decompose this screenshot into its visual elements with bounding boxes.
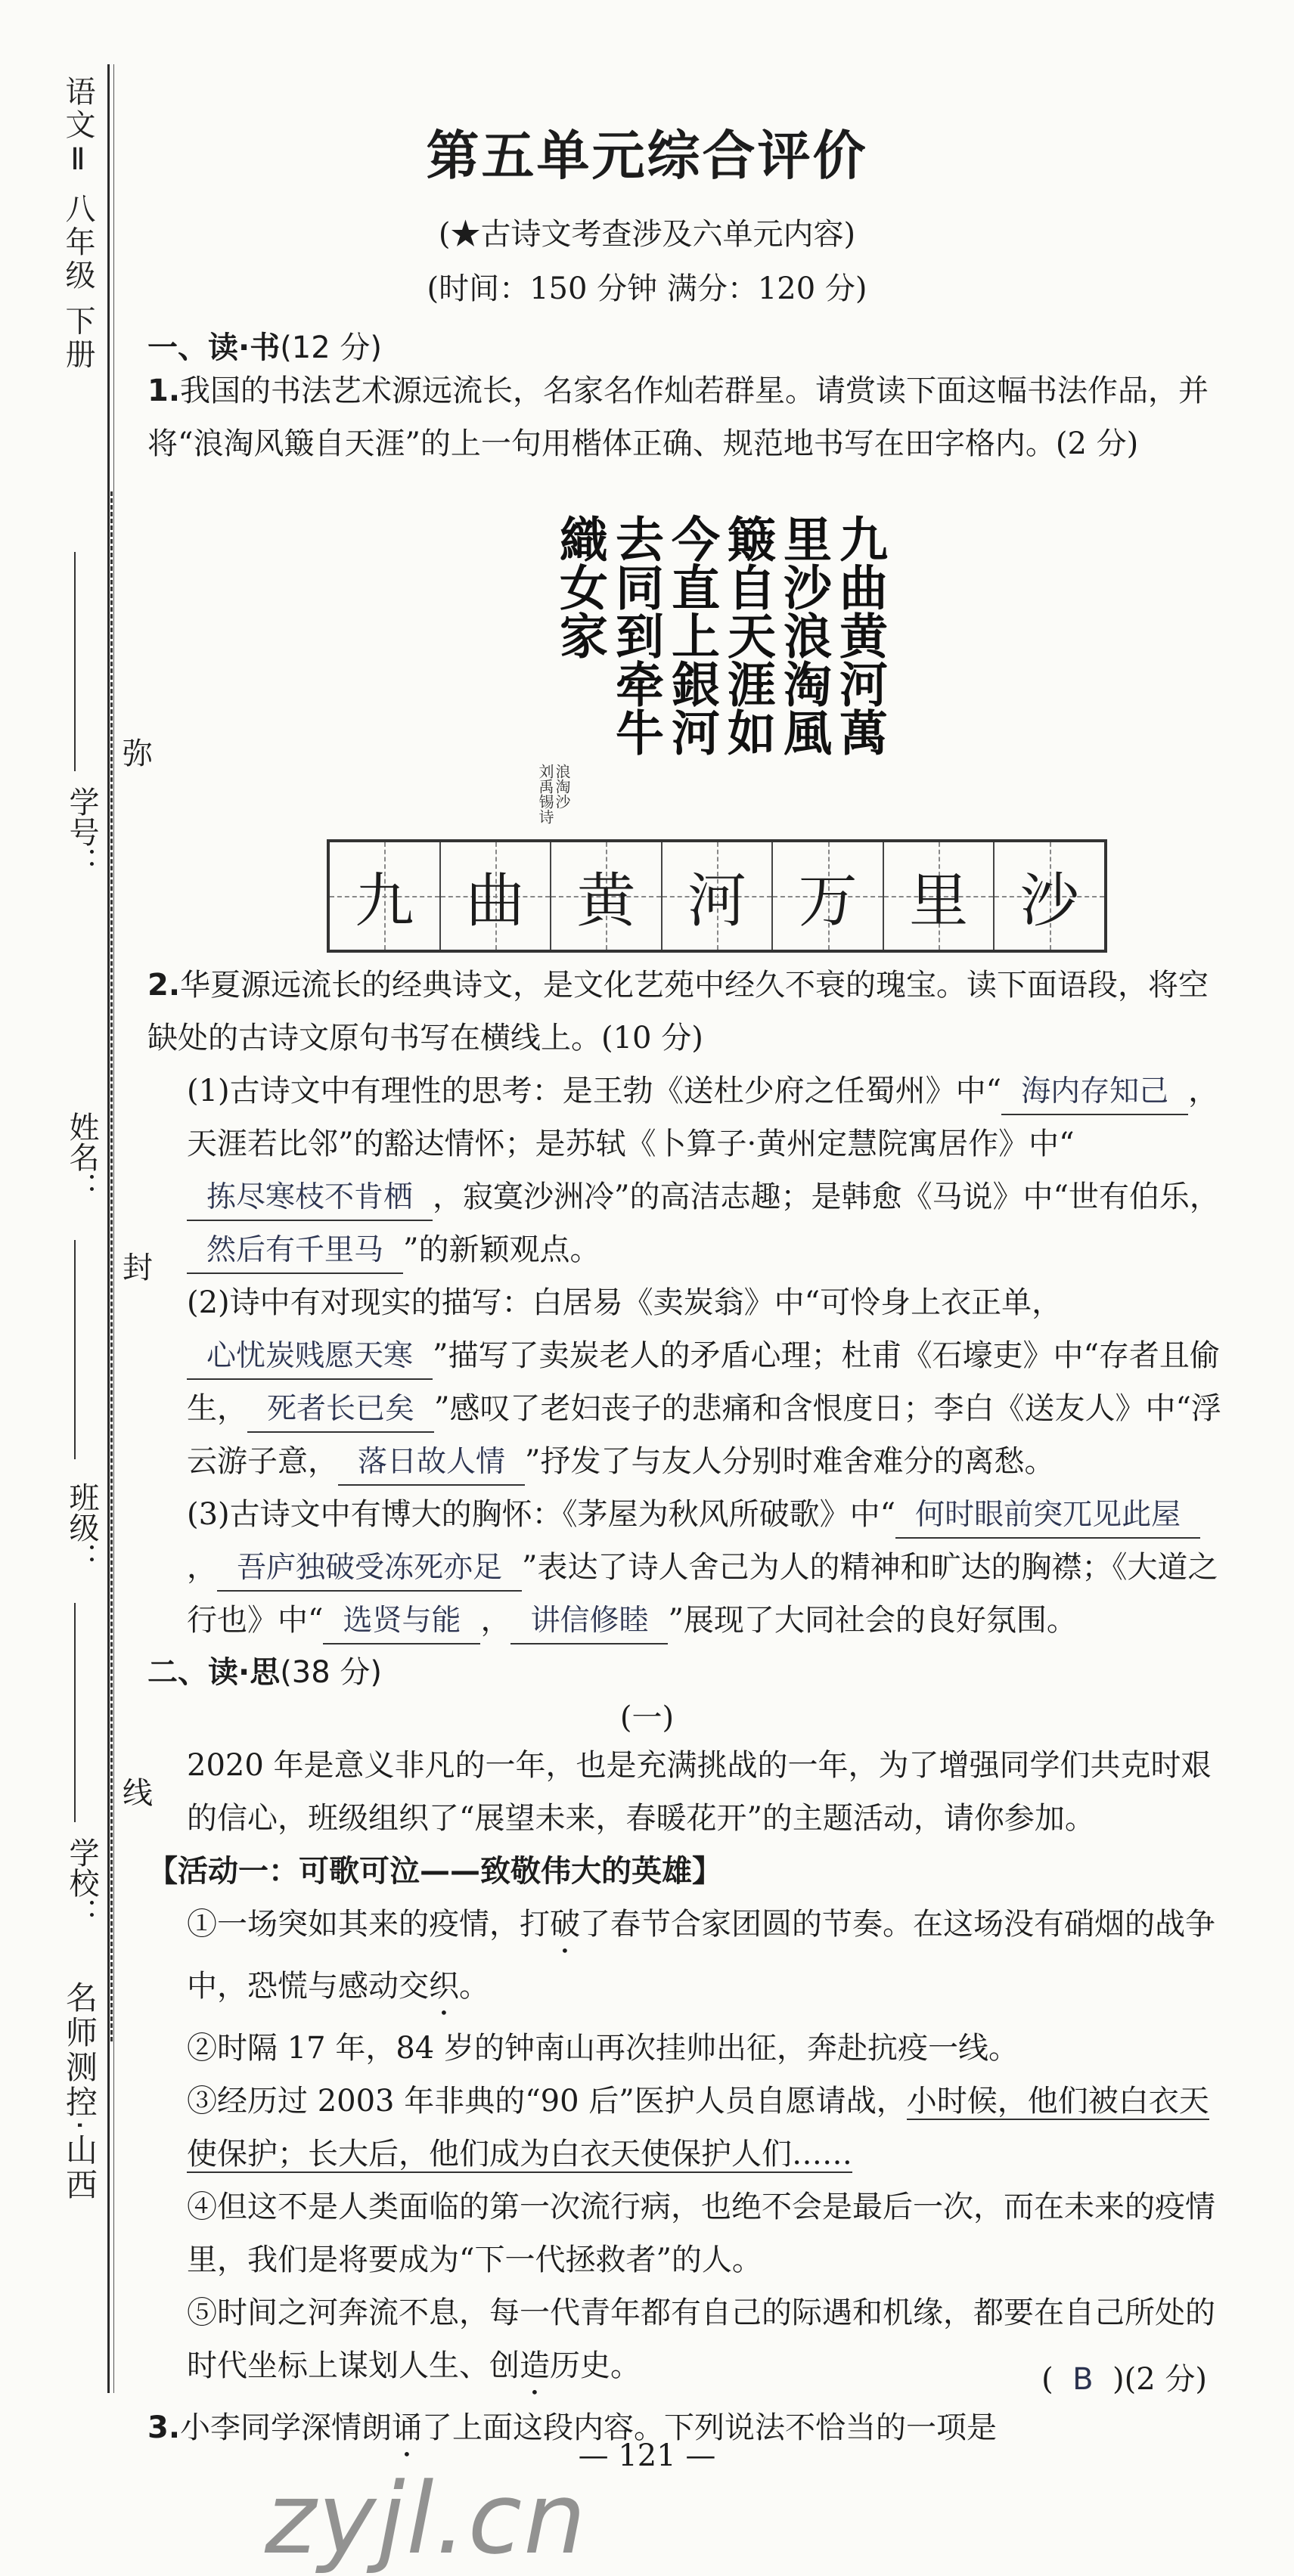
answer-blank: 落日故人情	[338, 1440, 525, 1486]
watermark: zyjl.cn	[265, 2461, 588, 2576]
answer-blank: 何时眼前突兀见此屋	[895, 1493, 1200, 1539]
calligraphy-signature: 浪淘沙 刘禹锡诗	[536, 764, 571, 824]
section-points: (12 分)	[280, 330, 383, 365]
answer-blank: 心忧炭贱愿天寒	[187, 1334, 433, 1380]
q3-answer: ( B )(2 分)	[1041, 2362, 1207, 2397]
school-label: 学校：	[64, 1837, 99, 1928]
part-label: (一)	[619, 1700, 675, 1735]
calligraphy-artwork	[537, 514, 892, 824]
student-id-line	[74, 552, 76, 771]
class-label: 班级：	[64, 1482, 99, 1573]
question-number: 1.	[147, 374, 181, 408]
grid-cell: 黄	[551, 842, 663, 950]
grid-cell: 曲	[441, 842, 552, 950]
passage-sentence-4: ④但这不是人类面临的第一次流行病，也绝不会是最后一次，而在未来的疫情里，我们是将要成为“下一代拯救者”的人。	[187, 2190, 1215, 2277]
name-line	[74, 1240, 76, 1459]
seal-char-feng: 封	[123, 1251, 153, 1285]
question-1	[147, 364, 1221, 470]
student-id-label: 学号：	[64, 786, 99, 877]
q2-part-3: (3)古诗文中有博大的胸怀：《茅屋为秋风所破歌》中“ 何时眼前突兀见此屋， 吾庐独破受冻死亦足 ”表达了诗人舍己为人的精神和旷达的胸襟；《大道之行也》中“ 选贤与能 ， 讲信修睦 ”展现了大同社会的良好氛围。	[147, 1488, 1221, 1647]
activity-heading: 【活动一：可歌可泣——致敬伟大的英雄】	[147, 1854, 722, 1889]
passage-sentence-2: ②时隔 17 年，84 岁的钟南山再次挂帅出征，奔赴抗疫一线。	[187, 2031, 1019, 2066]
brand-label: 名师测控·山西	[61, 1981, 98, 2203]
calligraphy-column: 織女家	[551, 514, 608, 659]
question-intro: 2.华夏源远流长的经典诗文，是文化艺苑中经久不衰的瑰宝。读下面语段，将空缺处的古诗文原句书写在横线上。(10 分)	[147, 968, 1209, 1056]
q2-part-1: (1)古诗文中有理性的思考：是王勃《送杜少府之任蜀州》中“ 海内存知己 ，天涯若比邻”的豁达情怀；是苏轼《卜算子·黄州定慧院寓居作》中“拣尽寒枝不肯栖 ，寂寞沙洲冷”的高洁志趣；是韩愈《马说》中“世有伯乐，然后有千里马 ”的新颖观点。	[147, 1065, 1221, 1276]
name-label: 姓名：	[64, 1111, 99, 1202]
time-score-info: (时间：150 分钟 满分：120 分)	[427, 271, 867, 306]
grid-cell: 万	[773, 842, 884, 950]
question-2	[147, 959, 1221, 1647]
answer-blank: 死者长已矣	[247, 1387, 434, 1433]
answer-blank: 选贤与能	[323, 1599, 480, 1644]
underlined-sentence: 小时候，他们被白衣天使保护；长大后，他们成为白衣天使保护人们……	[187, 2084, 1209, 2171]
grid-cell: 沙	[995, 842, 1104, 950]
question-number: 3.	[147, 2410, 181, 2445]
seal-char-xian: 线	[123, 1776, 153, 1811]
series-label: 语文Ⅱ 八年级 下册	[61, 76, 95, 372]
page-number: — 121 —	[578, 2438, 716, 2473]
seal-dashed-line	[110, 491, 113, 2041]
question-text: 我国的书法艺术源远流长，名家名作灿若群星。请赏读下面这幅书法作品，并将“浪淘风簸自天涯”的上一句用楷体正确、规范地书写在田字格内。(2 分)	[147, 374, 1209, 461]
passage-sentence-3: ③经历过 2003 年非典的“90 后”医护人员自愿请战，小时候，他们被白衣天使保护；长大后，他们成为白衣天使保护人们……	[187, 2084, 1209, 2171]
section-title: 一、读·书	[147, 330, 281, 365]
question-number: 2.	[147, 968, 181, 1003]
margin-border-line	[107, 64, 110, 2393]
page-subtitle: (★古诗文考查涉及六单元内容)	[438, 217, 856, 252]
grid-cell: 九	[330, 842, 441, 950]
section-title: 二、读·思	[147, 1655, 281, 1690]
page-title: 第五单元综合评价	[426, 125, 868, 187]
calligraphy-column: 簸自天涯如	[719, 514, 776, 756]
margin-border-line-thin	[113, 64, 114, 2393]
answer-blank: 海内存知己	[1001, 1070, 1188, 1115]
calligraphy-column: 去同到牵牛	[607, 514, 664, 756]
section-heading-2	[147, 1648, 382, 1691]
answer-blank: 讲信修睦	[510, 1599, 668, 1644]
tianzige-grid	[327, 839, 1107, 953]
grid-cell: 里	[884, 842, 995, 950]
grid-cell: 河	[663, 842, 774, 950]
answer-blank: 拣尽寒枝不肯栖	[187, 1176, 433, 1221]
calligraphy-column: 里沙浪淘風	[775, 514, 832, 756]
q2-part-2: (2)诗中有对现实的描写：白居易《卖炭翁》中“可怜身上衣正单，心忧炭贱愿天寒 ”描写了卖炭老人的矛盾心理；杜甫《石壕吏》中“存者且偷生， 死者长已矣 ”感叹了老妇丧子的悲痛和含恨度日；李白《送友人》中“浮云游子意， 落日故人情 ”抒发了与友人分别时难舍难分的离愁。	[147, 1276, 1221, 1488]
answer-blank: 吾庐独破受冻死亦足	[217, 1546, 522, 1592]
calligraphy-column: 今直上銀河	[663, 514, 720, 756]
passage-sentence-1: ①一场突如其来的疫情，打破了春节合家团圆的节奏。在这场没有硝烟的战争中，恐慌与感动交织。	[187, 1907, 1215, 2004]
seal-char-mi: 弥	[123, 736, 153, 771]
answer-choice: B	[1072, 2362, 1094, 2397]
section-heading-1	[147, 324, 382, 367]
passage-intro: 2020 年是意义非凡的一年，也是充满挑战的一年，为了增强同学们共克时艰的信心，班级组织了“展望未来，春暖花开”的主题活动，请你参加。	[187, 1748, 1212, 1836]
section-points: (38 分)	[280, 1655, 383, 1690]
question-3: 3.小李同学深情朗诵了上面这段内容。下列说法不恰当的一项是	[147, 2410, 998, 2445]
passage-sentence-5: ⑤时间之河奔流不息，每一代青年都有自己的际遇和机缘，都要在自己所处的时代坐标上谋划人生、创造历史。	[187, 2295, 1215, 2383]
calligraphy-column: 九曲黄河萬	[831, 514, 888, 756]
answer-blank: 然后有千里马	[187, 1229, 403, 1274]
